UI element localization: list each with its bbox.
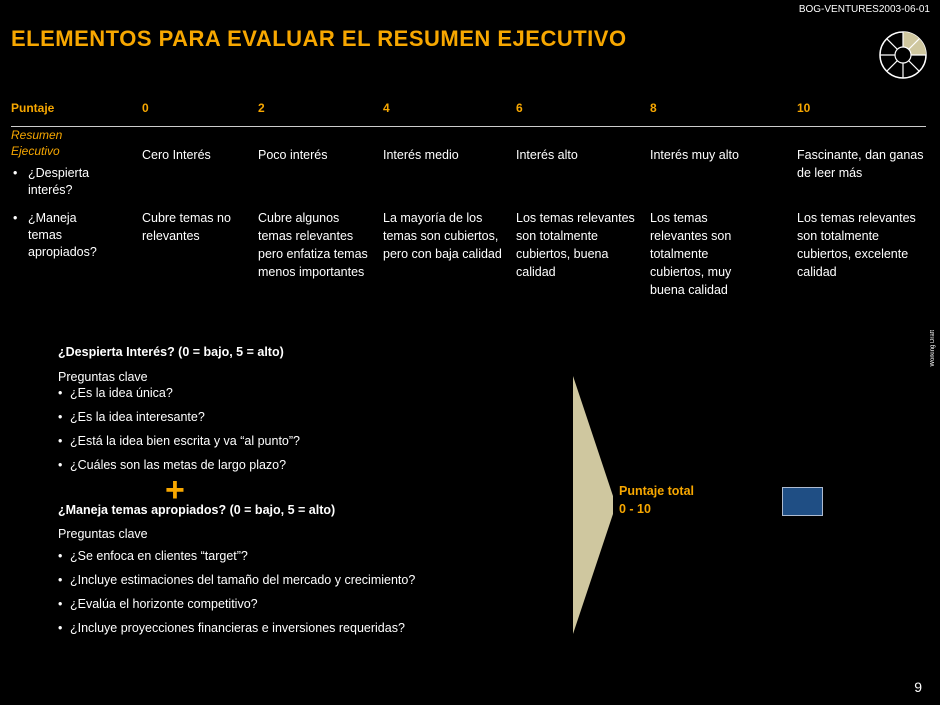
list-item: • ¿Incluye estimaciones del tamaño del mercado y crecimiento? bbox=[58, 573, 416, 587]
cell-interest-6: Interés alto bbox=[516, 148, 578, 162]
interest-questions-heading: ¿Despierta Interés? (0 = bajo, 5 = alto) bbox=[58, 345, 284, 359]
header-divider bbox=[11, 126, 926, 127]
column-header-10: 10 bbox=[797, 101, 811, 115]
cell-interest-4: Interés medio bbox=[383, 148, 459, 162]
document-id: BOG-VENTURES2003-06-01 bbox=[798, 4, 930, 15]
cell-topics-2: Cubre algunos temas relevantes pero enfatiza temas menos importantes bbox=[258, 211, 368, 279]
cell-interest-0: Cero Interés bbox=[142, 148, 211, 162]
row-group-label bbox=[11, 127, 62, 159]
bullet-dot-icon: • bbox=[58, 434, 63, 448]
plus-icon: + bbox=[165, 471, 185, 509]
cell-topics-6: Los temas relevantes son totalmente cubiertos, buena calidad bbox=[516, 211, 635, 279]
list-item: • ¿Es la idea única? bbox=[58, 386, 173, 400]
working-draft-label: Working Draft bbox=[930, 330, 936, 367]
bullet-dot-icon: • bbox=[58, 621, 63, 635]
topics-questions-subheading: Preguntas clave bbox=[58, 527, 148, 541]
segmented-circle-logo-icon bbox=[878, 30, 928, 80]
row-group-label-line-2: Ejecutivo bbox=[11, 144, 60, 158]
total-score-label: Puntaje total bbox=[619, 484, 695, 498]
list-item: • ¿Incluye proyecciones financieras e inversiones requeridas? bbox=[58, 621, 405, 635]
row-group-label-line-1: Resumen bbox=[11, 128, 63, 142]
column-header-8: 8 bbox=[650, 101, 657, 115]
column-header-score: Puntaje bbox=[11, 101, 55, 115]
chevron-arrow-icon bbox=[573, 376, 613, 634]
column-header-4: 4 bbox=[383, 101, 390, 115]
bullet-dot-icon: • bbox=[13, 211, 18, 225]
list-item: • ¿Es la idea interesante? bbox=[58, 410, 205, 424]
list-item: • ¿Está la idea bien escrita y va “al punto”? bbox=[58, 434, 300, 448]
cell-topics-4: La mayoría de los temas son cubiertos, pero con baja calidad bbox=[383, 211, 502, 261]
cell-topics-10: Los temas relevantes son totalmente cubiertos, excelente calidad bbox=[797, 211, 916, 279]
list-item: • ¿Cuáles son las metas de largo plazo? bbox=[58, 458, 287, 472]
interest-question-list bbox=[58, 386, 300, 482]
row-label-interest: • ¿Despierta interés? bbox=[13, 166, 90, 197]
cell-interest-10: Fascinante, dan ganas de leer más bbox=[797, 148, 924, 180]
total-score-range: 0 - 10 bbox=[619, 502, 651, 516]
bullet-dot-icon: • bbox=[58, 573, 63, 587]
score-input-box[interactable] bbox=[782, 487, 823, 516]
page-number: 9 bbox=[914, 679, 922, 695]
bullet-dot-icon: • bbox=[58, 458, 63, 472]
bullet-dot-icon: • bbox=[58, 386, 63, 400]
interest-questions-subheading: Preguntas clave bbox=[58, 370, 148, 384]
bullet-dot-icon: • bbox=[13, 166, 18, 180]
column-header-0: 0 bbox=[142, 101, 149, 115]
list-item: • ¿Evalúa el horizonte competitivo? bbox=[58, 597, 258, 611]
cell-topics-8: Los temas relevantes son totalmente cubiertos, muy buena calidad bbox=[650, 211, 732, 297]
cell-topics-0: Cubre temas no relevantes bbox=[142, 211, 231, 243]
bullet-dot-icon: • bbox=[58, 549, 63, 563]
bullet-dot-icon: • bbox=[58, 597, 63, 611]
cell-interest-2: Poco interés bbox=[258, 148, 328, 162]
row-label-topics: • ¿Maneja temas apropiados? bbox=[13, 211, 97, 259]
column-header-6: 6 bbox=[516, 101, 523, 115]
page-title: ELEMENTOS PARA EVALUAR EL RESUMEN EJECUTIVO bbox=[11, 26, 627, 51]
column-header-2: 2 bbox=[258, 101, 265, 115]
topics-questions-heading: ¿Maneja temas apropiados? (0 = bajo, 5 = alto) bbox=[58, 503, 336, 517]
bullet-dot-icon: • bbox=[58, 410, 63, 424]
cell-interest-8: Interés muy alto bbox=[650, 148, 739, 162]
list-item: • ¿Se enfoca en clientes “target”? bbox=[58, 549, 248, 563]
topics-question-list bbox=[58, 549, 415, 645]
